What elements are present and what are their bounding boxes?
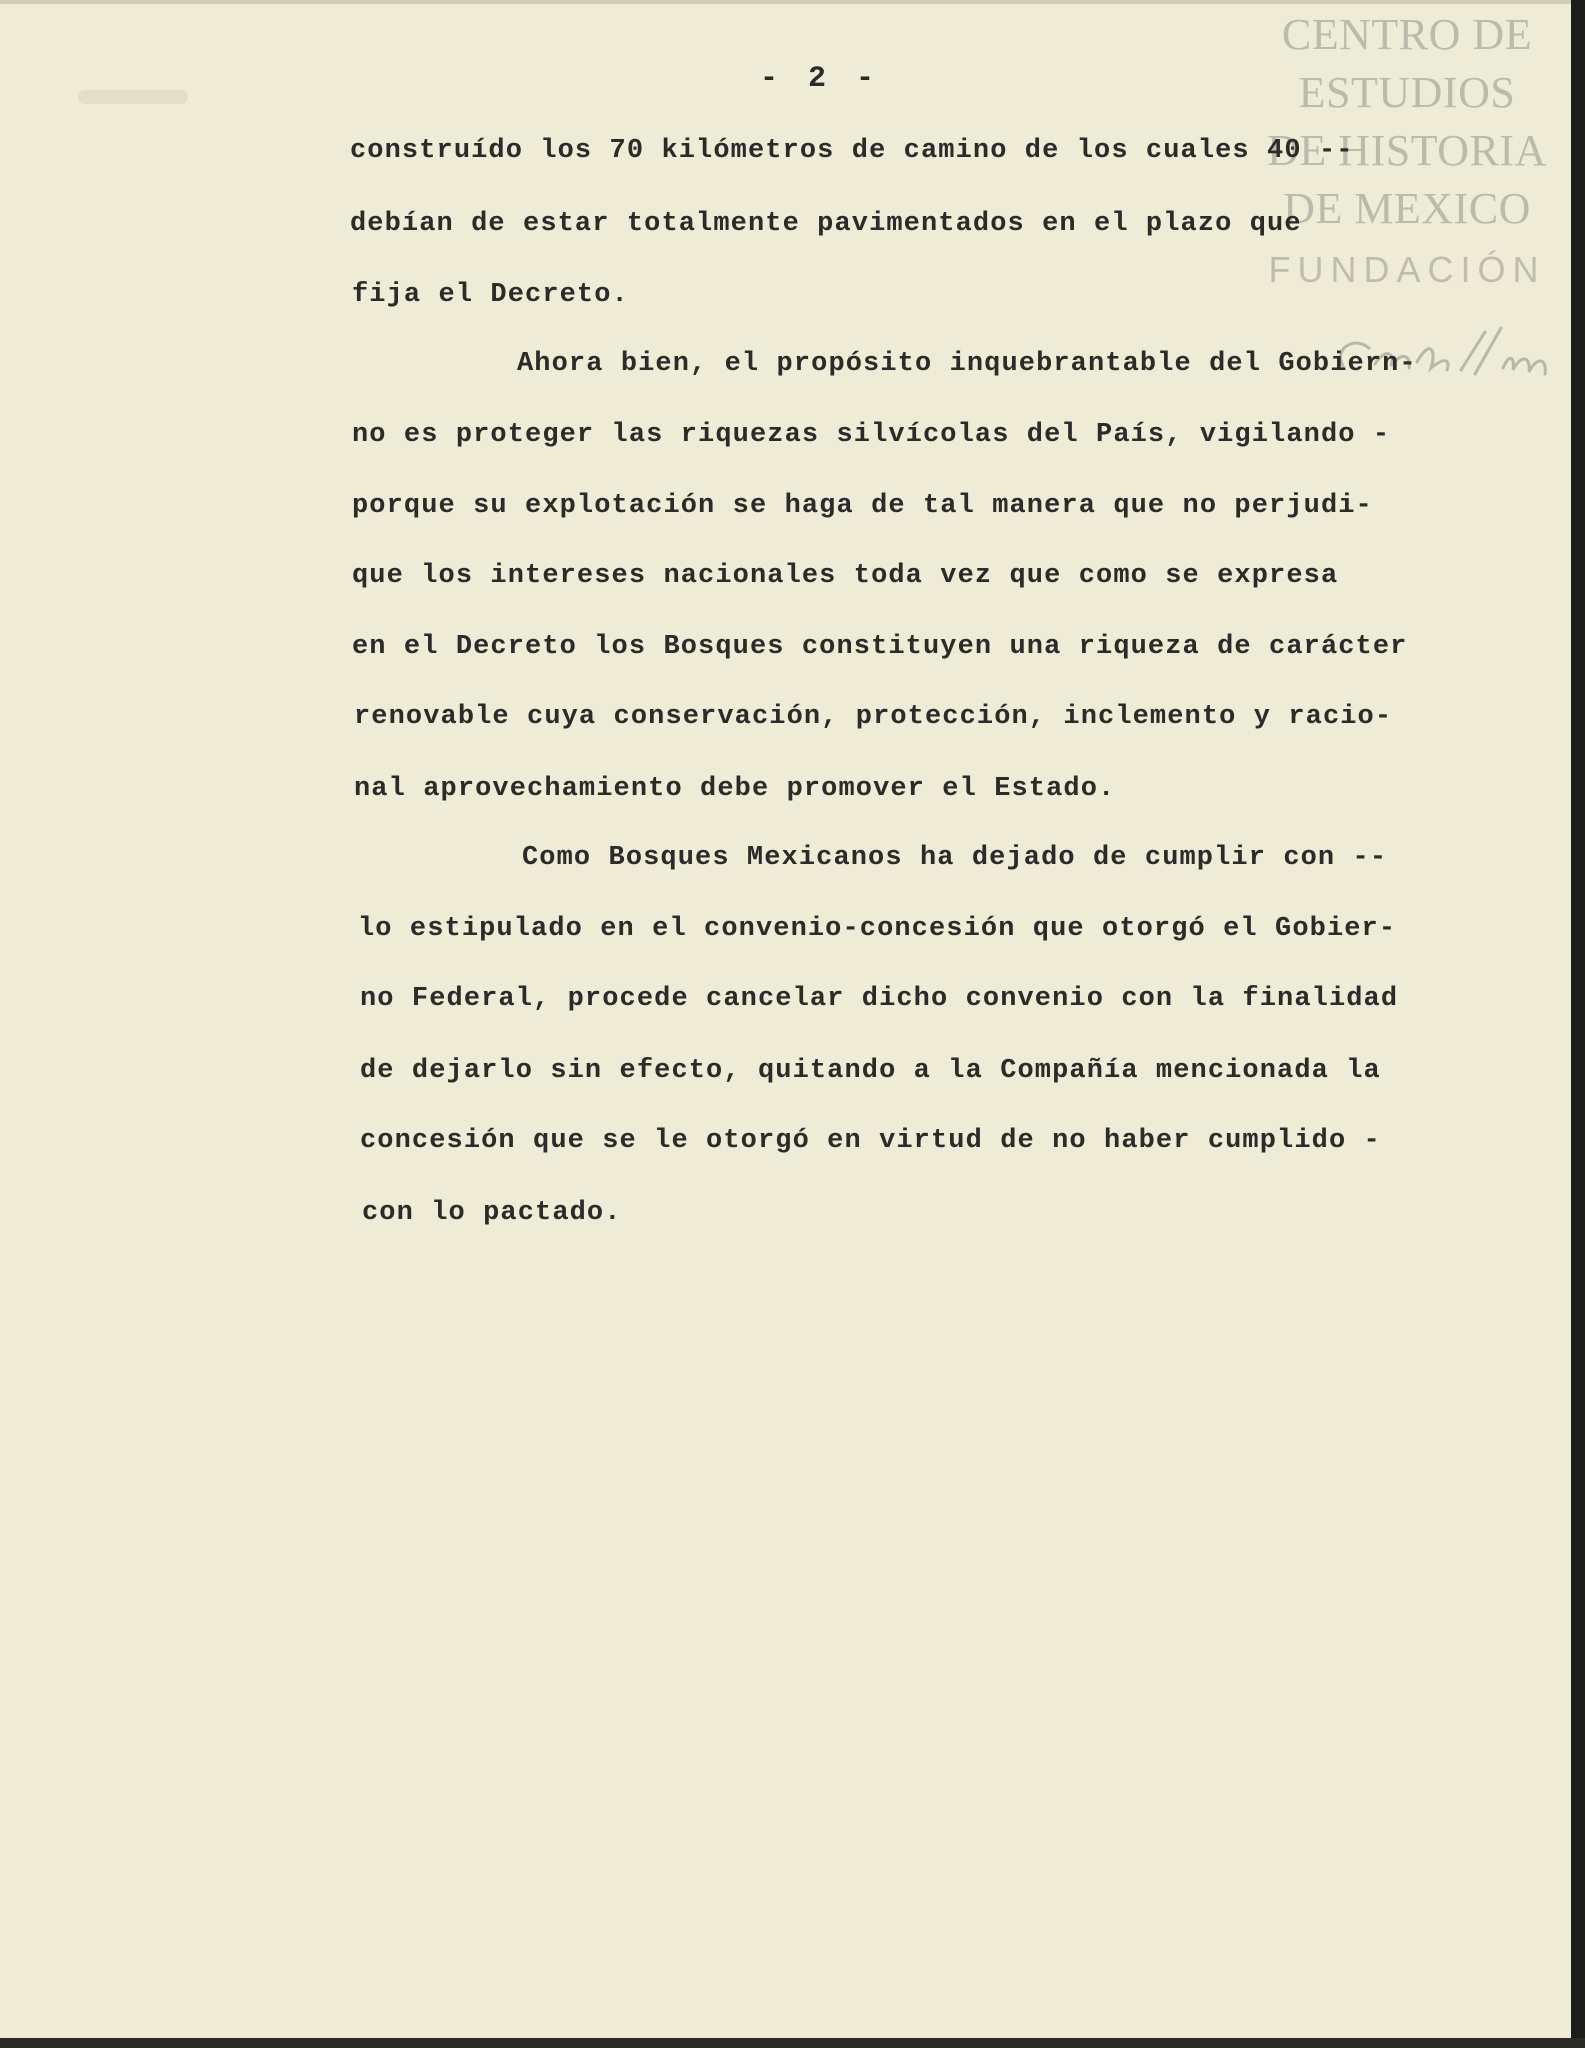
body-line: construído los 70 kilómetros de camino de los cuales 40 -- [350,136,1354,166]
scan-edge-bottom [0,2038,1585,2048]
watermark-line: CENTRO DE [1281,10,1533,59]
body-line: con lo pactado. [362,1198,622,1228]
page-number: - 2 - [759,62,880,96]
body-line: en el Decreto los Bosques constituyen una riqueza de carácter [352,632,1408,662]
watermark-line: ESTUDIOS [1298,68,1516,117]
body-line: concesión que se le otorgó en virtud de no haber cumplido - [360,1126,1381,1156]
body-line: porque su explotación se haga de tal manera que no perjudi- [352,491,1373,521]
body-line: de dejarlo sin efecto, quitando a la Compañía mencionada la [360,1056,1381,1086]
body-line: fija el Decreto. [352,280,629,310]
body-line: renovable cuya conservación, protección, inclemento y racio- [354,702,1393,732]
scan-edge-top [0,0,1585,4]
body-line: Ahora bien, el propósito inquebrantable del Gobiern- [517,349,1417,379]
watermark-line: DE HISTORIA [1267,126,1547,175]
body-line: no Federal, procede cancelar dicho convenio con la finalidad [360,984,1399,1014]
scan-edge-right [1571,0,1585,2048]
body-line: debían de estar totalmente pavimentados en el plazo que [350,209,1302,239]
watermark-foundation: FUNDACIÓN [1268,249,1546,290]
body-line: que los intereses nacionales toda vez que como se expresa [352,561,1339,591]
paper-smudge [78,90,188,104]
watermark-line: DE MEXICO [1283,184,1531,233]
body-line: Como Bosques Mexicanos ha dejado de cumplir con -- [522,843,1388,873]
body-line: nal aprovechamiento debe promover el Estado. [354,774,1116,804]
body-line: no es proteger las riquezas silvícolas del País, vigilando - [352,420,1391,450]
body-line: lo estipulado en el convenio-concesión que otorgó el Gobier- [358,914,1397,944]
